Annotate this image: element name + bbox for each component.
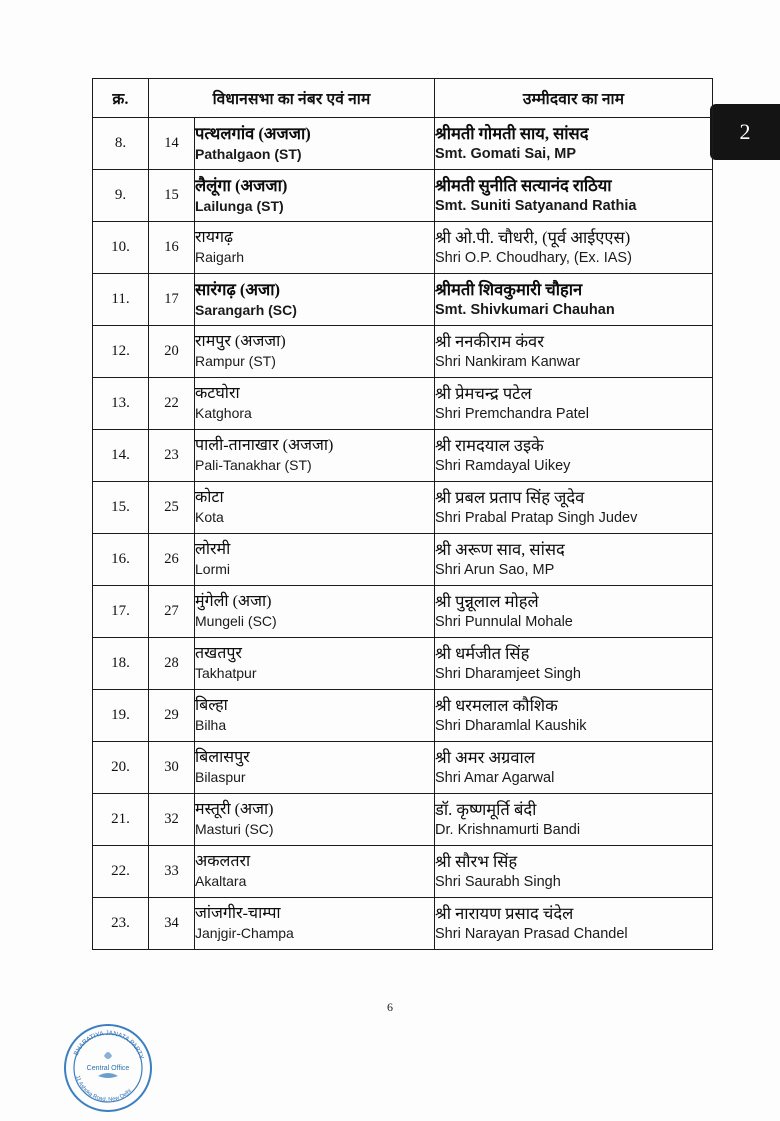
- column-header-candidate: उम्मीदवार का नाम: [435, 79, 713, 118]
- cell-constituency-name: [195, 118, 435, 170]
- candidate-name-english: Shri Nankiram Kanwar: [435, 354, 581, 371]
- cell-constituency-name: [195, 482, 435, 534]
- cell-constituency-name: [195, 846, 435, 898]
- table-row: [93, 586, 713, 638]
- cell-serial-number: 19.: [93, 690, 149, 742]
- cell-candidate-name: [435, 742, 713, 794]
- constituency-name-english: Katghora: [195, 405, 252, 422]
- constituency-name-hindi: कोटा: [195, 489, 224, 507]
- seal-center-text: Central Office: [86, 1065, 130, 1072]
- cell-serial-number: 17.: [93, 586, 149, 638]
- candidate-name-hindi: श्रीमती सुनीति सत्यानंद राठिया: [435, 175, 612, 195]
- office-seal-stamp: [60, 1020, 156, 1116]
- table-row: [93, 534, 713, 586]
- constituency-name-hindi: पत्थलगांव (अजजा): [195, 123, 311, 143]
- table-header: [93, 79, 713, 118]
- cell-serial-number: 11.: [93, 274, 149, 326]
- candidate-name-hindi: श्रीमती शिवकुमारी चौहान: [435, 279, 583, 299]
- cell-constituency-number: 25: [149, 482, 195, 534]
- candidate-name-english: Shri Prabal Pratap Singh Judev: [435, 510, 638, 527]
- candidate-name-hindi: श्री ननकीराम कंवर: [435, 331, 544, 351]
- constituency-name-english: Pali-Tanakhar (ST): [195, 457, 312, 474]
- cell-candidate-name: [435, 690, 713, 742]
- table-row: [93, 430, 713, 482]
- cell-constituency-number: 29: [149, 690, 195, 742]
- table-row: [93, 794, 713, 846]
- candidate-name-hindi: श्री प्रेमचन्द्र पटेल: [435, 383, 532, 403]
- constituency-name-hindi: रामपुर (अजजा): [195, 333, 286, 351]
- candidate-name-english: Shri Saurabh Singh: [435, 874, 561, 891]
- cell-constituency-number: 22: [149, 378, 195, 430]
- constituency-name-hindi: बिल्हा: [195, 697, 228, 715]
- cell-constituency-name: [195, 742, 435, 794]
- constituency-name-english: Akaltara: [195, 873, 247, 890]
- candidate-name-hindi: श्री सौरभ सिंह: [435, 851, 518, 871]
- column-header-sno: क्र.: [93, 79, 149, 118]
- cell-constituency-number: 30: [149, 742, 195, 794]
- cell-constituency-name: [195, 794, 435, 846]
- cell-constituency-name: [195, 690, 435, 742]
- cell-constituency-number: 28: [149, 638, 195, 690]
- cell-serial-number: 10.: [93, 222, 149, 274]
- table-body: [93, 118, 713, 950]
- constituency-name-hindi: लोरमी: [195, 541, 231, 559]
- constituency-name-english: Janjgir-Champa: [195, 925, 294, 942]
- candidate-name-english: Shri Premchandra Patel: [435, 406, 589, 423]
- table-row: [93, 898, 713, 950]
- cell-constituency-number: 33: [149, 846, 195, 898]
- cell-constituency-number: 15: [149, 170, 195, 222]
- candidate-name-hindi: श्री अमर अग्रवाल: [435, 747, 535, 767]
- candidate-name-hindi: डॉ. कृष्णमूर्ति बंदी: [435, 799, 537, 819]
- cell-candidate-name: [435, 638, 713, 690]
- candidate-name-english: Smt. Gomati Sai, MP: [435, 146, 577, 163]
- constituency-name-english: Masturi (SC): [195, 821, 274, 838]
- cell-candidate-name: [435, 430, 713, 482]
- cell-constituency-name: [195, 638, 435, 690]
- svg-text:11 Ashoka Road, New Delhi: [74, 1075, 133, 1103]
- candidate-name-english: Smt. Shivkumari Chauhan: [435, 302, 615, 319]
- seal-top-text: BHARATIYA JANATA PARTY: [72, 1029, 145, 1061]
- constituency-name-english: Raigarh: [195, 249, 245, 266]
- table-row: [93, 690, 713, 742]
- cell-constituency-number: 20: [149, 326, 195, 378]
- cell-candidate-name: [435, 118, 713, 170]
- cell-constituency-name: [195, 430, 435, 482]
- table-row: [93, 274, 713, 326]
- constituency-name-hindi: अकलतरा: [195, 853, 251, 871]
- candidate-name-hindi: श्री रामदयाल उइके: [435, 435, 544, 455]
- candidate-name-english: Shri Dharamlal Kaushik: [435, 718, 587, 735]
- candidate-name-hindi: श्री ओ.पी. चौधरी, (पूर्व आईएएस): [435, 227, 631, 247]
- candidate-name-hindi: श्रीमती गोमती साय, सांसद: [435, 123, 589, 143]
- constituency-name-hindi: रायगढ़: [195, 229, 233, 247]
- cell-serial-number: 21.: [93, 794, 149, 846]
- cell-candidate-name: [435, 170, 713, 222]
- constituency-name-english: Takhatpur: [195, 665, 257, 682]
- cell-serial-number: 13.: [93, 378, 149, 430]
- cell-serial-number: 14.: [93, 430, 149, 482]
- cell-serial-number: 20.: [93, 742, 149, 794]
- cell-serial-number: 15.: [93, 482, 149, 534]
- candidate-name-hindi: श्री धर्मजीत सिंह: [435, 643, 530, 663]
- constituency-name-hindi: तखतपुर: [195, 645, 242, 663]
- cell-candidate-name: [435, 898, 713, 950]
- table-row: [93, 742, 713, 794]
- candidate-name-english: Shri Narayan Prasad Chandel: [435, 926, 628, 943]
- cell-candidate-name: [435, 482, 713, 534]
- candidate-name-english: Smt. Suniti Satyanand Rathia: [435, 198, 637, 215]
- constituency-name-hindi: पाली-तानाखार (अजजा): [195, 437, 334, 455]
- constituency-name-hindi: बिलासपुर: [195, 749, 250, 767]
- cell-candidate-name: [435, 846, 713, 898]
- cell-serial-number: 23.: [93, 898, 149, 950]
- table-row: [93, 118, 713, 170]
- candidate-name-hindi: श्री नारायण प्रसाद चंदेल: [435, 903, 574, 923]
- table-row: [93, 638, 713, 690]
- page-footer-number: 6: [387, 1000, 393, 1014]
- cell-serial-number: 18.: [93, 638, 149, 690]
- candidate-name-english: Shri O.P. Choudhary, (Ex. IAS): [435, 250, 632, 267]
- cell-constituency-number: 17: [149, 274, 195, 326]
- constituency-name-english: Lormi: [195, 561, 231, 578]
- table-row: [93, 846, 713, 898]
- cell-candidate-name: [435, 274, 713, 326]
- cell-serial-number: 12.: [93, 326, 149, 378]
- cell-candidate-name: [435, 534, 713, 586]
- candidate-name-hindi: श्री पुन्नूलाल मोहले: [435, 591, 539, 611]
- candidate-name-english: Shri Dharamjeet Singh: [435, 666, 581, 683]
- cell-constituency-number: 14: [149, 118, 195, 170]
- constituency-name-english: Rampur (ST): [195, 353, 276, 370]
- constituency-name-english: Bilaspur: [195, 769, 246, 786]
- constituency-name-english: Pathalgaon (ST): [195, 145, 302, 162]
- cell-candidate-name: [435, 326, 713, 378]
- cell-constituency-name: [195, 898, 435, 950]
- cell-constituency-number: 23: [149, 430, 195, 482]
- candidate-name-english: Dr. Krishnamurti Bandi: [435, 822, 581, 839]
- constituency-name-hindi: कटघोरा: [195, 385, 240, 403]
- table-row: [93, 326, 713, 378]
- cell-constituency-name: [195, 378, 435, 430]
- candidate-name-english: Shri Ramdayal Uikey: [435, 458, 571, 475]
- cell-constituency-number: 26: [149, 534, 195, 586]
- candidate-name-english: Shri Amar Agarwal: [435, 770, 555, 787]
- constituency-name-english: Kota: [195, 509, 224, 526]
- cell-serial-number: 22.: [93, 846, 149, 898]
- cell-constituency-name: [195, 586, 435, 638]
- table-header-row: [93, 79, 713, 118]
- cell-constituency-number: 32: [149, 794, 195, 846]
- cell-constituency-number: 16: [149, 222, 195, 274]
- constituency-name-hindi: सारंगढ़ (अजा): [195, 279, 280, 299]
- candidate-name-english: Shri Arun Sao, MP: [435, 562, 555, 579]
- candidate-name-hindi: श्री धरमलाल कौशिक: [435, 695, 558, 715]
- column-header-constituency: विधानसभा का नंबर एवं नाम: [149, 79, 435, 118]
- cell-constituency-number: 34: [149, 898, 195, 950]
- table-row: [93, 222, 713, 274]
- candidate-list-table-container: [92, 78, 712, 950]
- constituency-name-english: Bilha: [195, 717, 227, 734]
- table-row: [93, 378, 713, 430]
- cell-serial-number: 9.: [93, 170, 149, 222]
- cell-serial-number: 8.: [93, 118, 149, 170]
- candidate-name-english: Shri Punnulal Mohale: [435, 614, 573, 631]
- constituency-name-hindi: मस्तूरी (अजा): [195, 801, 274, 819]
- candidate-list-table: [92, 78, 713, 950]
- cell-candidate-name: [435, 794, 713, 846]
- page-tab-label: 2: [739, 119, 751, 144]
- cell-candidate-name: [435, 378, 713, 430]
- constituency-name-hindi: मुंगेली (अजा): [195, 593, 272, 611]
- constituency-name-english: Lailunga (ST): [195, 197, 284, 214]
- constituency-name-english: Sarangarh (SC): [195, 301, 297, 318]
- table-row: [93, 170, 713, 222]
- table-row: [93, 482, 713, 534]
- cell-serial-number: 16.: [93, 534, 149, 586]
- constituency-name-english: Mungeli (SC): [195, 613, 277, 630]
- cell-constituency-name: [195, 534, 435, 586]
- cell-constituency-number: 27: [149, 586, 195, 638]
- cell-constituency-name: [195, 222, 435, 274]
- cell-candidate-name: [435, 586, 713, 638]
- cell-candidate-name: [435, 222, 713, 274]
- cell-constituency-name: [195, 274, 435, 326]
- constituency-name-hindi: लैलूंगा (अजजा): [195, 175, 288, 195]
- cell-constituency-name: [195, 170, 435, 222]
- seal-bottom-text: 11 Ashoka Road, New Delhi: [74, 1075, 133, 1104]
- page-tab-number: [710, 104, 780, 160]
- candidate-name-hindi: श्री प्रबल प्रताप सिंह जूदेव: [435, 487, 585, 507]
- cell-constituency-name: [195, 326, 435, 378]
- candidate-name-hindi: श्री अरूण साव, सांसद: [435, 539, 565, 559]
- constituency-name-hindi: जांजगीर-चाम्पा: [195, 905, 281, 923]
